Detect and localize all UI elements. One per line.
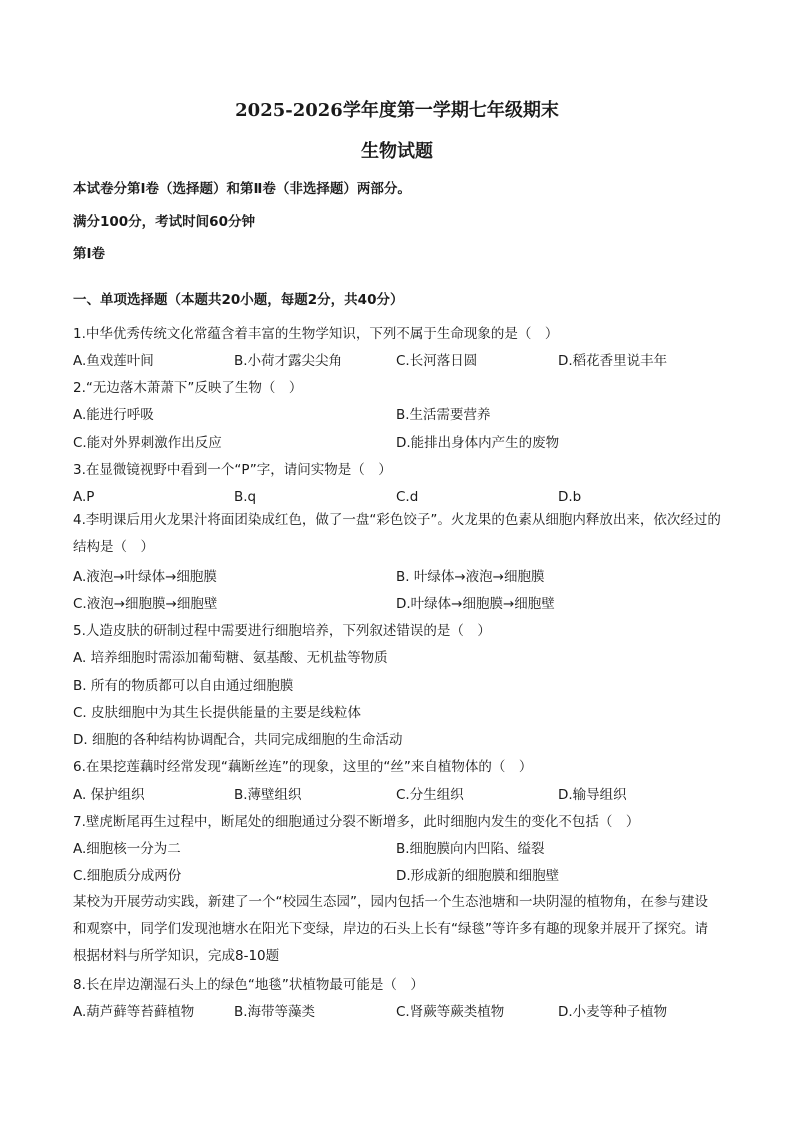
question-7-stem: 7.壁虎断尾再生过程中，断尾处的细胞通过分裂不断增多，此时细胞内发生的变化不包括（ ） bbox=[73, 814, 640, 830]
option-b: B. 所有的物质都可以自由通过细胞膜 bbox=[73, 678, 294, 694]
option-a: A. 培养细胞时需添加葡萄糖、氨基酸、无机盐等物质 bbox=[73, 650, 388, 666]
intro-line-3: 第Ⅰ卷 bbox=[73, 246, 106, 262]
option-c: C.液泡→细胞膜→细胞壁 bbox=[73, 596, 218, 612]
option-d: D.叶绿体→细胞膜→细胞壁 bbox=[396, 596, 555, 612]
question-4-stem: 4.李明课后用火龙果汁将面团染成红色，做了一盘“彩色饺子”。火龙果的色素从细胞内释放出来，依次经过的结构是（ ） bbox=[73, 512, 721, 555]
option-d: D.小麦等种子植物 bbox=[558, 1004, 668, 1020]
option-d: D.形成新的细胞膜和细胞壁 bbox=[396, 868, 560, 884]
option-a: A.葫芦藓等苔藓植物 bbox=[73, 1004, 195, 1020]
question-1-stem: 1.中华优秀传统文化常蕴含着丰富的生物学知识，下列不属于生命现象的是（ ） bbox=[73, 326, 559, 342]
option-b: B.生活需要营养 bbox=[396, 407, 491, 423]
question-4-options-row2 bbox=[73, 595, 733, 613]
option-d: D.能排出身体内产生的废物 bbox=[396, 435, 560, 451]
question-6-options bbox=[73, 786, 733, 804]
section-heading: 一、单项选择题（本题共20小题，每题2分，共40分） bbox=[73, 292, 404, 308]
option-c: C.能对外界刺激作出反应 bbox=[73, 435, 222, 451]
intro-line-1: 本试卷分第Ⅰ卷（选择题）和第Ⅱ卷（非选择题）两部分。 bbox=[73, 181, 411, 197]
option-c: C.长河落日圆 bbox=[396, 353, 478, 369]
option-d: D. 细胞的各种结构协调配合，共同完成细胞的生命活动 bbox=[73, 732, 403, 748]
question-3-options bbox=[73, 488, 733, 506]
option-c: C.肾蕨等蕨类植物 bbox=[396, 1004, 505, 1020]
question-2-options-row1 bbox=[73, 406, 733, 424]
option-c: C.分生组织 bbox=[396, 787, 464, 803]
question-4-options-row1 bbox=[73, 568, 733, 586]
question-2-options-row2 bbox=[73, 434, 733, 452]
question-5-stem: 5.人造皮肤的研制过程中需要进行细胞培养，下列叙述错误的是（ ） bbox=[73, 623, 491, 639]
option-a: A. 保护组织 bbox=[73, 787, 145, 803]
option-b: B.海带等藻类 bbox=[234, 1004, 316, 1020]
option-a: A.液泡→叶绿体→细胞膜 bbox=[73, 569, 217, 585]
option-b: B.小荷才露尖尖角 bbox=[234, 353, 343, 369]
question-8-options bbox=[73, 1003, 733, 1021]
option-d: D.输导组织 bbox=[558, 787, 627, 803]
option-a: A.细胞核一分为二 bbox=[73, 841, 181, 857]
option-b: B.细胞膜向内凹陷、缢裂 bbox=[396, 841, 545, 857]
option-c: C.d bbox=[396, 489, 419, 505]
option-c: C. 皮肤细胞中为其生长提供能量的主要是线粒体 bbox=[73, 705, 362, 721]
question-7-options-row2 bbox=[73, 867, 733, 885]
question-8-stem: 8.长在岸边潮湿石头上的绿色“地毯”状植物最可能是（ ） bbox=[73, 977, 424, 993]
question-3-stem: 3.在显微镜视野中看到一个“P”字，请问实物是（ ） bbox=[73, 462, 392, 478]
material-paragraph: 某校为开展劳动实践，新建了一个“校园生态园”，园内包括一个生态池塘和一块阴湿的植物角，在参与建设和观察中，同学们发现池塘水在阳光下变绿，岸边的石头上长有“绿毯”等许多有趣的现象并展开了探究。请根据材料与所学知识，完成8-10题 bbox=[73, 894, 708, 964]
option-b: B. 叶绿体→液泡→细胞膜 bbox=[396, 569, 545, 585]
question-1-options bbox=[73, 352, 733, 370]
option-c: C.细胞质分成两份 bbox=[73, 868, 182, 884]
option-a: A.P bbox=[73, 489, 95, 505]
option-d: D.稻花香里说丰年 bbox=[558, 353, 668, 369]
option-a: A.能进行呼吸 bbox=[73, 407, 154, 423]
question-7-options-row1 bbox=[73, 840, 733, 858]
option-b: B.薄壁组织 bbox=[234, 787, 302, 803]
question-2-stem: 2.“无边落木萧萧下”反映了生物（ ） bbox=[73, 380, 303, 396]
option-d: D.b bbox=[558, 489, 582, 505]
exam-title: 2025-2026学年度第一学期七年级期末 bbox=[235, 100, 559, 121]
question-6-stem: 6.在果挖莲藕时经常发现“藕断丝连”的现象，这里的“丝”来自植物体的（ ） bbox=[73, 759, 533, 775]
option-b: B.q bbox=[234, 489, 257, 505]
option-a: A.鱼戏莲叶间 bbox=[73, 353, 154, 369]
exam-subtitle: 生物试题 bbox=[361, 141, 433, 162]
intro-line-2: 满分100分，考试时间60分钟 bbox=[73, 214, 255, 230]
